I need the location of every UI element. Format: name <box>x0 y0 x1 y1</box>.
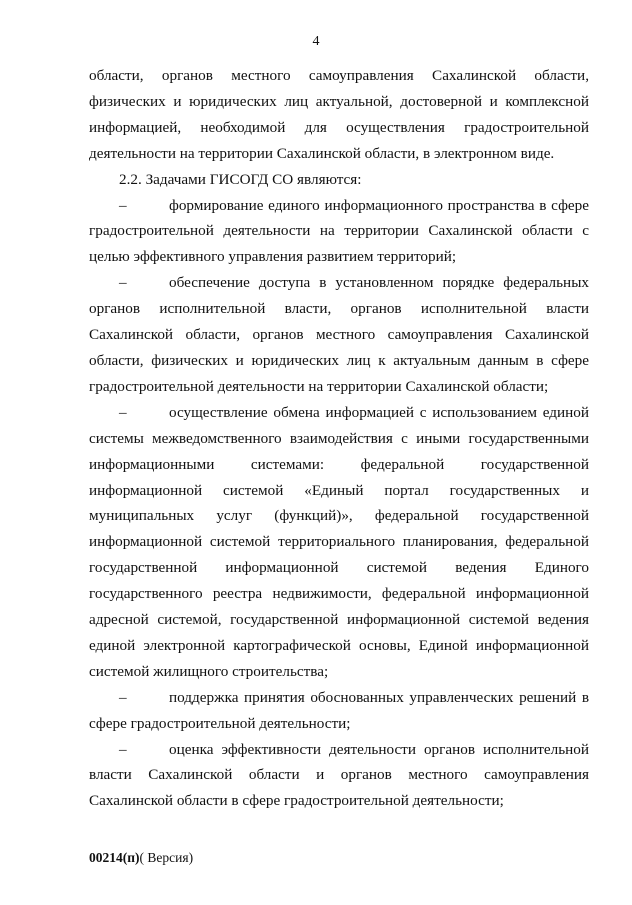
list-dash: – <box>119 403 127 421</box>
document-body <box>89 63 589 814</box>
list-item <box>89 400 589 685</box>
list-item-text: обеспечение доступа в установленном порядке федеральных органов исполнительной власти, органов исполнительной власти Сахалинской области, органов местного самоуправления Сахалинской области, физических и юридических лиц к актуальным данным в сфере градостроительной деятельности на территории Сахалинской области; <box>89 274 589 395</box>
list-dash: – <box>119 196 127 214</box>
document-footer <box>89 850 193 866</box>
list-dash: – <box>119 740 127 758</box>
list-item <box>89 737 589 815</box>
list-item <box>89 193 589 271</box>
list-item <box>89 270 589 400</box>
section-heading: 2.2. Задачами ГИСОГД СО являются: <box>119 170 362 188</box>
list-dash: – <box>119 688 127 706</box>
document-version: ( Версия) <box>139 850 194 865</box>
list-item <box>89 685 589 737</box>
list-dash: – <box>119 274 127 292</box>
list-item-text: осуществление обмена информацией с использованием единой системы межведомственного взаимодействия с иными государственными информационными системами: федеральной государственной информационной системой «Единый портал государственных и муниципальных услуг (функций)», федеральной государственной информационной системой территориального планирования, федеральной государственной информационной системой ведения Единого государственного реестра недвижимости, федеральной информационной адресной системой, государственной информационной системой ведения единой электронной картографической основы, Единой информационной системой жилищного строительства; <box>89 403 589 680</box>
list-item-text: поддержка принятия обоснованных управленческих решений в сфере градостроительной деятельности; <box>89 688 589 732</box>
page-number: 4 <box>312 34 320 49</box>
list-item-text: формирование единого информационного пространства в сфере градостроительной деятельности на территории Сахалинской области с целью эффективного управления развитием территорий; <box>89 196 589 266</box>
document-code: 00214(п) <box>89 850 140 865</box>
list-item-text: оценка эффективности деятельности органов исполнительной власти Сахалинской области и органов местного самоуправления Сахалинской области в сфере градостроительной деятельности; <box>89 740 589 810</box>
continuation-paragraph: области, органов местного самоуправления Сахалинской области, физических и юридических лиц актуальной, достоверной и комплексной информацией, необходимой для осуществления градостроительной деятельности на территории Сахалинской области, в электронном виде. <box>89 67 589 162</box>
